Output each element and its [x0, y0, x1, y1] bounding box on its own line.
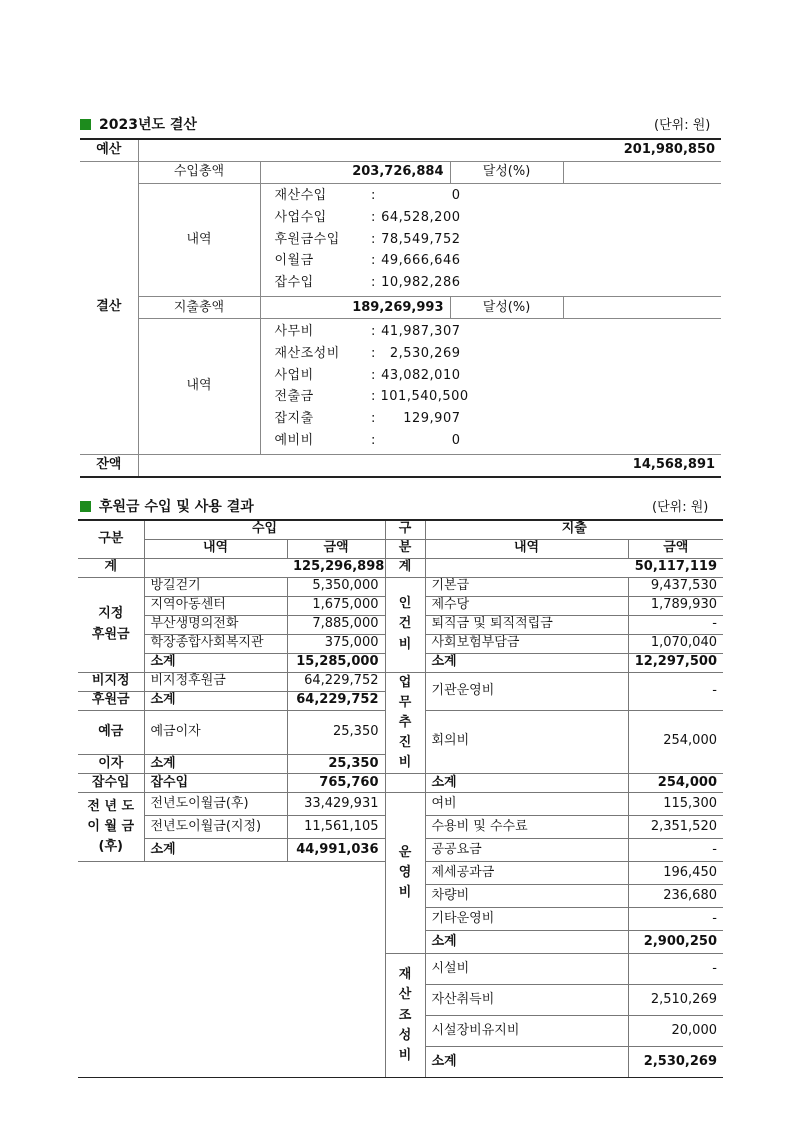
personnel-item-name: 사회보험부담금: [425, 634, 628, 653]
personnel-item-value: 9,437,530: [628, 577, 723, 596]
personnel-label: 인 건 비: [385, 577, 425, 672]
carry-over-item-value: 33,429,931: [287, 793, 385, 816]
expense-item-row: 전출금 : 101,540,500: [274, 389, 469, 405]
personnel-subtotal-value: 12,297,500: [628, 653, 723, 672]
expense-rate-label: 달성(%): [450, 297, 563, 319]
operation-item-name: 수용비 및 수수료: [425, 816, 628, 839]
income-empty-area: [78, 862, 385, 1078]
designated-donation-label: 지정 후원금: [78, 577, 144, 672]
misc-income-label: 잡수입: [78, 774, 144, 793]
designated-item-value: 1,675,000: [287, 596, 385, 615]
designated-item-value: 7,885,000: [287, 615, 385, 634]
asset-item-name: 자산취득비: [425, 985, 628, 1016]
designated-item-name: 학장종합사회복지관: [144, 634, 287, 653]
expense-total-value: 50,117,119: [628, 558, 723, 577]
asset-item-name: 시설장비유지비: [425, 1016, 628, 1047]
carry-over-subtotal-value: 44,991,036: [287, 839, 385, 862]
income-rate-value: [563, 161, 721, 183]
green-square-icon: [80, 119, 91, 130]
business-item-name: 기관운영비: [425, 672, 628, 710]
header-income-item: 내역: [144, 539, 287, 558]
personnel-item-name: 기본급: [425, 577, 628, 596]
business-item-value: 254,000: [628, 710, 723, 774]
budget-value: 201,980,850: [138, 139, 721, 161]
deposit-item-name: 예금이자: [144, 710, 287, 755]
carry-over-item-name: 전년도이월금(후): [144, 793, 287, 816]
expense-item-value: 41,987,307: [381, 323, 461, 339]
expense-total-blank: [425, 558, 628, 577]
expense-total-label: 계: [385, 558, 425, 577]
operation-subtotal-value: 2,900,250: [628, 931, 723, 954]
section2-title-text: 후원금 수입 및 사용 결과: [99, 499, 254, 515]
income-item-row: 이월금 : 49,666,646: [274, 253, 461, 269]
nondesig-label-1: 비지정: [78, 672, 144, 691]
misc-income-value: 765,760: [287, 774, 385, 793]
deposit-subtotal-label: 소계: [144, 755, 287, 774]
income-item-value: 49,666,646: [381, 253, 461, 269]
budget-label: 예산: [80, 139, 138, 161]
expense-total-label: 지출총액: [138, 297, 260, 319]
expense-item-row: 잡지출 : 129,907: [274, 411, 461, 427]
income-item-row: 사업수입 : 64,528,200: [274, 209, 461, 225]
designated-item-name: 지역아동센터: [144, 596, 287, 615]
asset-subtotal-value: 2,530,269: [628, 1047, 723, 1078]
operation-item-value: 2,351,520: [628, 816, 723, 839]
income-item-row: 재산수입 : 0: [274, 187, 461, 203]
section2-unit: (단위: 원): [652, 500, 709, 515]
income-item-name: 사업수입: [274, 209, 327, 225]
income-total-value: 203,726,884: [260, 161, 450, 183]
deposit-subtotal-value: 25,350: [287, 755, 385, 774]
nondesig-item-value: 64,229,752: [287, 672, 385, 691]
carry-over-item-value: 11,561,105: [287, 816, 385, 839]
designated-subtotal-label: 소계: [144, 653, 287, 672]
green-square-icon: [80, 501, 91, 512]
operation-item-value: -: [628, 839, 723, 862]
operation-item-name: 제세공과금: [425, 862, 628, 885]
operation-item-name: 여비: [425, 793, 628, 816]
expense-total-value: 189,269,993: [260, 297, 450, 319]
business-label: 업 무 추 진 비: [385, 672, 425, 774]
section1-title: [80, 114, 197, 134]
header-expense-amount: 금액: [628, 539, 723, 558]
donation-table: [78, 519, 723, 1078]
asset-item-name: 시설비: [425, 954, 628, 985]
header-gu: 구: [385, 520, 425, 539]
expense-item-row: 재산조성비 : 2,530,269: [274, 345, 461, 361]
income-item-row: 후원금수입 : 78,549,752: [274, 231, 461, 247]
income-total-label: 수입총액: [138, 161, 260, 183]
asset-label: 재 산 조 성 비: [385, 954, 425, 1078]
income-item-value: 0: [451, 187, 461, 203]
asset-item-value: -: [628, 954, 723, 985]
designated-item-value: 375,000: [287, 634, 385, 653]
designated-item-name: 방길걷기: [144, 577, 287, 596]
income-total-blank: [144, 558, 287, 577]
carry-over-label: 전 년 도 이 월 금 (후): [78, 793, 144, 862]
operation-item-value: 196,450: [628, 862, 723, 885]
business-subtotal-label: 소계: [425, 774, 628, 793]
operation-item-name: 기타운영비: [425, 908, 628, 931]
expense-item-name: 잡지출: [274, 411, 314, 427]
header-income: 수입: [144, 520, 385, 539]
business-subtotal-value: 254,000: [628, 774, 723, 793]
carry-over-item-name: 전년도이월금(지정): [144, 816, 287, 839]
operation-label: 운 영 비: [385, 793, 425, 954]
misc-income-item: 잡수입: [144, 774, 287, 793]
designated-subtotal-value: 15,285,000: [287, 653, 385, 672]
nondesig-item-name: 비지정후원금: [144, 672, 287, 691]
income-item-value: 10,982,286: [381, 275, 461, 291]
expense-item-value: 129,907: [403, 411, 461, 427]
income-item-name: 이월금: [274, 253, 314, 269]
header-bun: 분: [385, 539, 425, 558]
settlement-table: [80, 138, 721, 478]
expense-item-name: 재산조성비: [274, 345, 340, 361]
expense-item-value: 2,530,269: [389, 345, 461, 361]
operation-item-value: 236,680: [628, 885, 723, 908]
business-label-continued: [385, 774, 425, 793]
header-expense: 지출: [425, 520, 723, 539]
operation-item-value: -: [628, 908, 723, 931]
expense-item-name: 사업비: [274, 367, 314, 383]
balance-label: 잔액: [80, 455, 138, 477]
expense-item-value: 43,082,010: [381, 367, 461, 383]
income-detail-label: 내역: [138, 183, 260, 297]
operation-subtotal-label: 소계: [425, 931, 628, 954]
operation-item-value: 115,300: [628, 793, 723, 816]
income-rate-label: 달성(%): [450, 161, 563, 183]
expense-item-name: 전출금: [274, 389, 314, 405]
expense-item-value: 0: [451, 432, 461, 448]
header-gubun: 구분: [78, 520, 144, 558]
personnel-item-value: -: [628, 615, 723, 634]
expense-detail-label: 내역: [138, 319, 260, 455]
expense-item-name: 예비비: [274, 432, 314, 448]
asset-subtotal-label: 소계: [425, 1047, 628, 1078]
personnel-item-value: 1,070,040: [628, 634, 723, 653]
expense-item-row: 사무비 : 41,987,307: [274, 323, 461, 339]
settle-label: 결산: [80, 161, 138, 455]
income-item-value: 64,528,200: [381, 209, 461, 225]
deposit-item-value: 25,350: [287, 710, 385, 755]
section1-unit: (단위: 원): [654, 118, 711, 133]
asset-item-value: 20,000: [628, 1016, 723, 1047]
header-income-amount: 금액: [287, 539, 385, 558]
income-item-name: 재산수입: [274, 187, 327, 203]
income-detail-list: [260, 183, 721, 297]
nondesig-label-2: 후원금: [78, 691, 144, 710]
carry-over-subtotal-label: 소계: [144, 839, 287, 862]
deposit-label-2: 이자: [78, 755, 144, 774]
income-item-name: 후원금수입: [274, 231, 340, 247]
personnel-item-value: 1,789,930: [628, 596, 723, 615]
designated-item-value: 5,350,000: [287, 577, 385, 596]
business-item-value: -: [628, 672, 723, 710]
income-total-value: 125,296,898: [287, 558, 385, 577]
header-expense-item: 내역: [425, 539, 628, 558]
income-item-value: 78,549,752: [381, 231, 461, 247]
nondesig-subtotal-label: 소계: [144, 691, 287, 710]
expense-detail-list: [260, 319, 721, 455]
designated-item-name: 부산생명의전화: [144, 615, 287, 634]
personnel-item-name: 제수당: [425, 596, 628, 615]
expense-rate-value: [563, 297, 721, 319]
operation-item-name: 공공요금: [425, 839, 628, 862]
section2-title: [80, 496, 254, 516]
operation-item-name: 차량비: [425, 885, 628, 908]
expense-item-row: 예비비 : 0: [274, 432, 461, 448]
asset-item-value: 2,510,269: [628, 985, 723, 1016]
income-item-name: 잡수입: [274, 275, 314, 291]
personnel-subtotal-label: 소계: [425, 653, 628, 672]
income-total-label: 계: [78, 558, 144, 577]
section1-title-text: 2023년도 결산: [99, 117, 197, 133]
deposit-label-1: 예금: [78, 710, 144, 755]
income-item-row: 잡수입 : 10,982,286: [274, 275, 461, 291]
expense-item-value: 101,540,500: [380, 389, 469, 405]
business-item-name: 회의비: [425, 710, 628, 774]
balance-value: 14,568,891: [138, 455, 721, 477]
personnel-item-name: 퇴직금 및 퇴직적립금: [425, 615, 628, 634]
expense-item-row: 사업비 : 43,082,010: [274, 367, 461, 383]
nondesig-subtotal-value: 64,229,752: [287, 691, 385, 710]
expense-item-name: 사무비: [274, 323, 314, 339]
